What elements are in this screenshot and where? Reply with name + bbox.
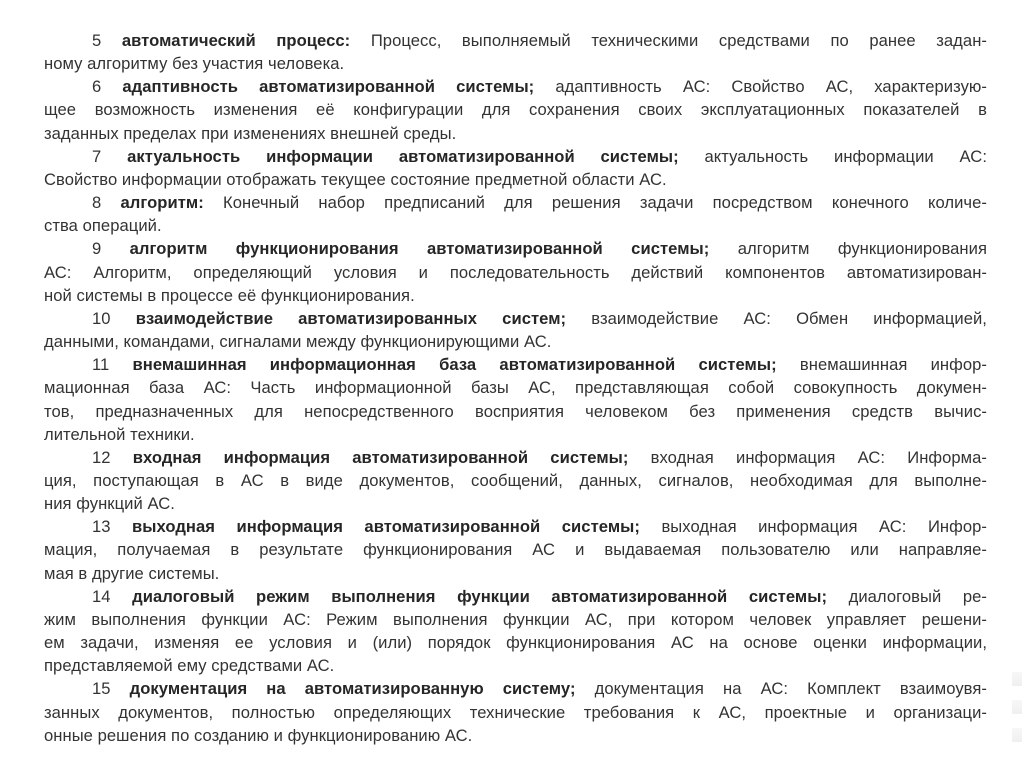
- entry-definition-line: представляемой ему средствами АС.: [44, 656, 335, 676]
- glossary-entry-14: [44, 585, 987, 678]
- entry-definition-line: заданных пределах при изменениях внешней среды.: [44, 123, 457, 143]
- entry-number: 14: [92, 586, 111, 606]
- entry-term: диалоговый режим выполнения функции автоматизированной системы;: [132, 586, 828, 606]
- entry-term: адаптивность автоматизированной системы;: [122, 77, 535, 97]
- entry-term: алгоритм:: [120, 193, 204, 213]
- entry-term: взаимодействие автоматизированных систем;: [135, 308, 567, 328]
- entry-definition-line: ства операций.: [44, 216, 162, 236]
- entry-term: актуальность информации автоматизированной системы;: [127, 146, 679, 166]
- entry-definition-line: выходная информация АС: Инфор-: [661, 517, 987, 537]
- entry-term: выходная информация автоматизированной системы;: [132, 517, 640, 537]
- entry-definition-line: тов, предназначенных для непосредственного восприятия человеком без применения средств вычис-: [44, 401, 987, 421]
- entry-definition-line: адаптивность АС: Свойство АС, характеризую-: [555, 77, 987, 97]
- entry-number: 7: [92, 146, 102, 166]
- glossary-entry-11: [44, 353, 987, 446]
- entry-definition-line: мация, получаемая в результате функционирования АС и выдаваемая пользователю или направляе-: [44, 540, 987, 560]
- entry-number: 6: [92, 77, 102, 97]
- glossary-entry-5: [44, 29, 987, 75]
- entry-number: 8: [92, 193, 102, 213]
- entry-definition-line: алгоритм функционирования: [737, 239, 987, 259]
- entry-definition-line: занных документов, полностью определяющих технические требования к АС, проектные и организаци-: [44, 702, 987, 722]
- glossary-entry-15: [44, 677, 987, 746]
- entry-definition-line: Процесс, выполняемый техническими средствами по ранее задан-: [370, 31, 987, 50]
- entry-definition-line: мационная база АС: Часть информационной базы АС, представляющая собой совокупность докумен-: [44, 378, 987, 398]
- glossary-entry-12: [44, 446, 987, 515]
- glossary-entry-10: [44, 307, 987, 353]
- entry-term: автоматический процесс:: [121, 31, 351, 50]
- scan-edge-mark: [1012, 700, 1022, 714]
- glossary-entry-6: [44, 75, 987, 144]
- scan-edge-mark: [1012, 672, 1022, 686]
- entry-term: входная информация автоматизированной системы;: [132, 447, 629, 467]
- entry-definition-line: актуальность информации АС:: [704, 146, 987, 166]
- entry-definition-line: ной системы в процессе её функционирования.: [44, 285, 415, 305]
- scan-edge-mark: [1012, 728, 1022, 742]
- entry-definition-line: диалоговый ре-: [848, 586, 987, 606]
- entry-number: 15: [92, 679, 111, 699]
- entry-definition-line: ем задачи, изменяя ее условия и (или) порядок функционирования АС на основе оценки информации,: [44, 633, 987, 653]
- entry-term: алгоритм функционирования автоматизированной системы;: [129, 239, 710, 259]
- glossary-entry-7: [44, 145, 987, 191]
- entry-definition-line: АС: Алгоритм, определяющий условия и последовательность действий компонентов автоматизирован-: [44, 262, 987, 282]
- entry-number: 5: [92, 31, 102, 50]
- entry-definition-line: ния функций АС.: [44, 494, 175, 514]
- glossary-entry-8: [44, 191, 987, 237]
- entry-number: 10: [92, 308, 111, 328]
- glossary-text: [44, 29, 987, 747]
- entry-definition-line: ция, поступающая в АС в виде документов, сообщений, данных, сигналов, необходимая для выполне-: [44, 470, 987, 490]
- entry-definition-line: входная информация АС: Информа-: [650, 447, 987, 467]
- entry-definition-line: лительной техники.: [44, 424, 195, 444]
- glossary-entry-9: [44, 237, 987, 306]
- entry-definition-line: ному алгоритму без участия человека.: [44, 54, 345, 74]
- entry-term: внемашинная информационная база автоматизированной системы;: [132, 355, 777, 375]
- entry-term: документация на автоматизированную систему;: [129, 679, 576, 699]
- entry-definition-line: Конечный набор предписаний для решения задачи посредством конечного количе-: [223, 193, 987, 213]
- entry-number: 9: [92, 239, 102, 259]
- entry-definition-line: щее возможность изменения её конфигурации для сохранения своих эксплуатационных показателей в: [44, 100, 987, 120]
- entry-definition-line: внемашинная инфор-: [799, 355, 987, 375]
- entry-definition-line: онные решения по созданию и функционированию АС.: [44, 725, 473, 745]
- entry-number: 11: [92, 355, 110, 375]
- entry-number: 12: [92, 447, 111, 467]
- entry-number: 13: [92, 517, 111, 537]
- entry-definition-line: Свойство информации отображать текущее состояние предметной области АС.: [44, 169, 667, 189]
- entry-definition-line: взаимодействие АС: Обмен информацией,: [591, 308, 987, 328]
- entry-definition-line: документация на АС: Комплект взаимоувя-: [594, 679, 987, 699]
- entry-definition-line: мая в другие системы.: [44, 563, 220, 583]
- entry-definition-line: жим выполнения функции АС: Режим выполнения функции АС, при котором человек управляет решени-: [44, 609, 987, 629]
- glossary-entry-13: [44, 515, 987, 584]
- entry-definition-line: данными, командами, сигналами между функционирующими АС.: [44, 332, 552, 352]
